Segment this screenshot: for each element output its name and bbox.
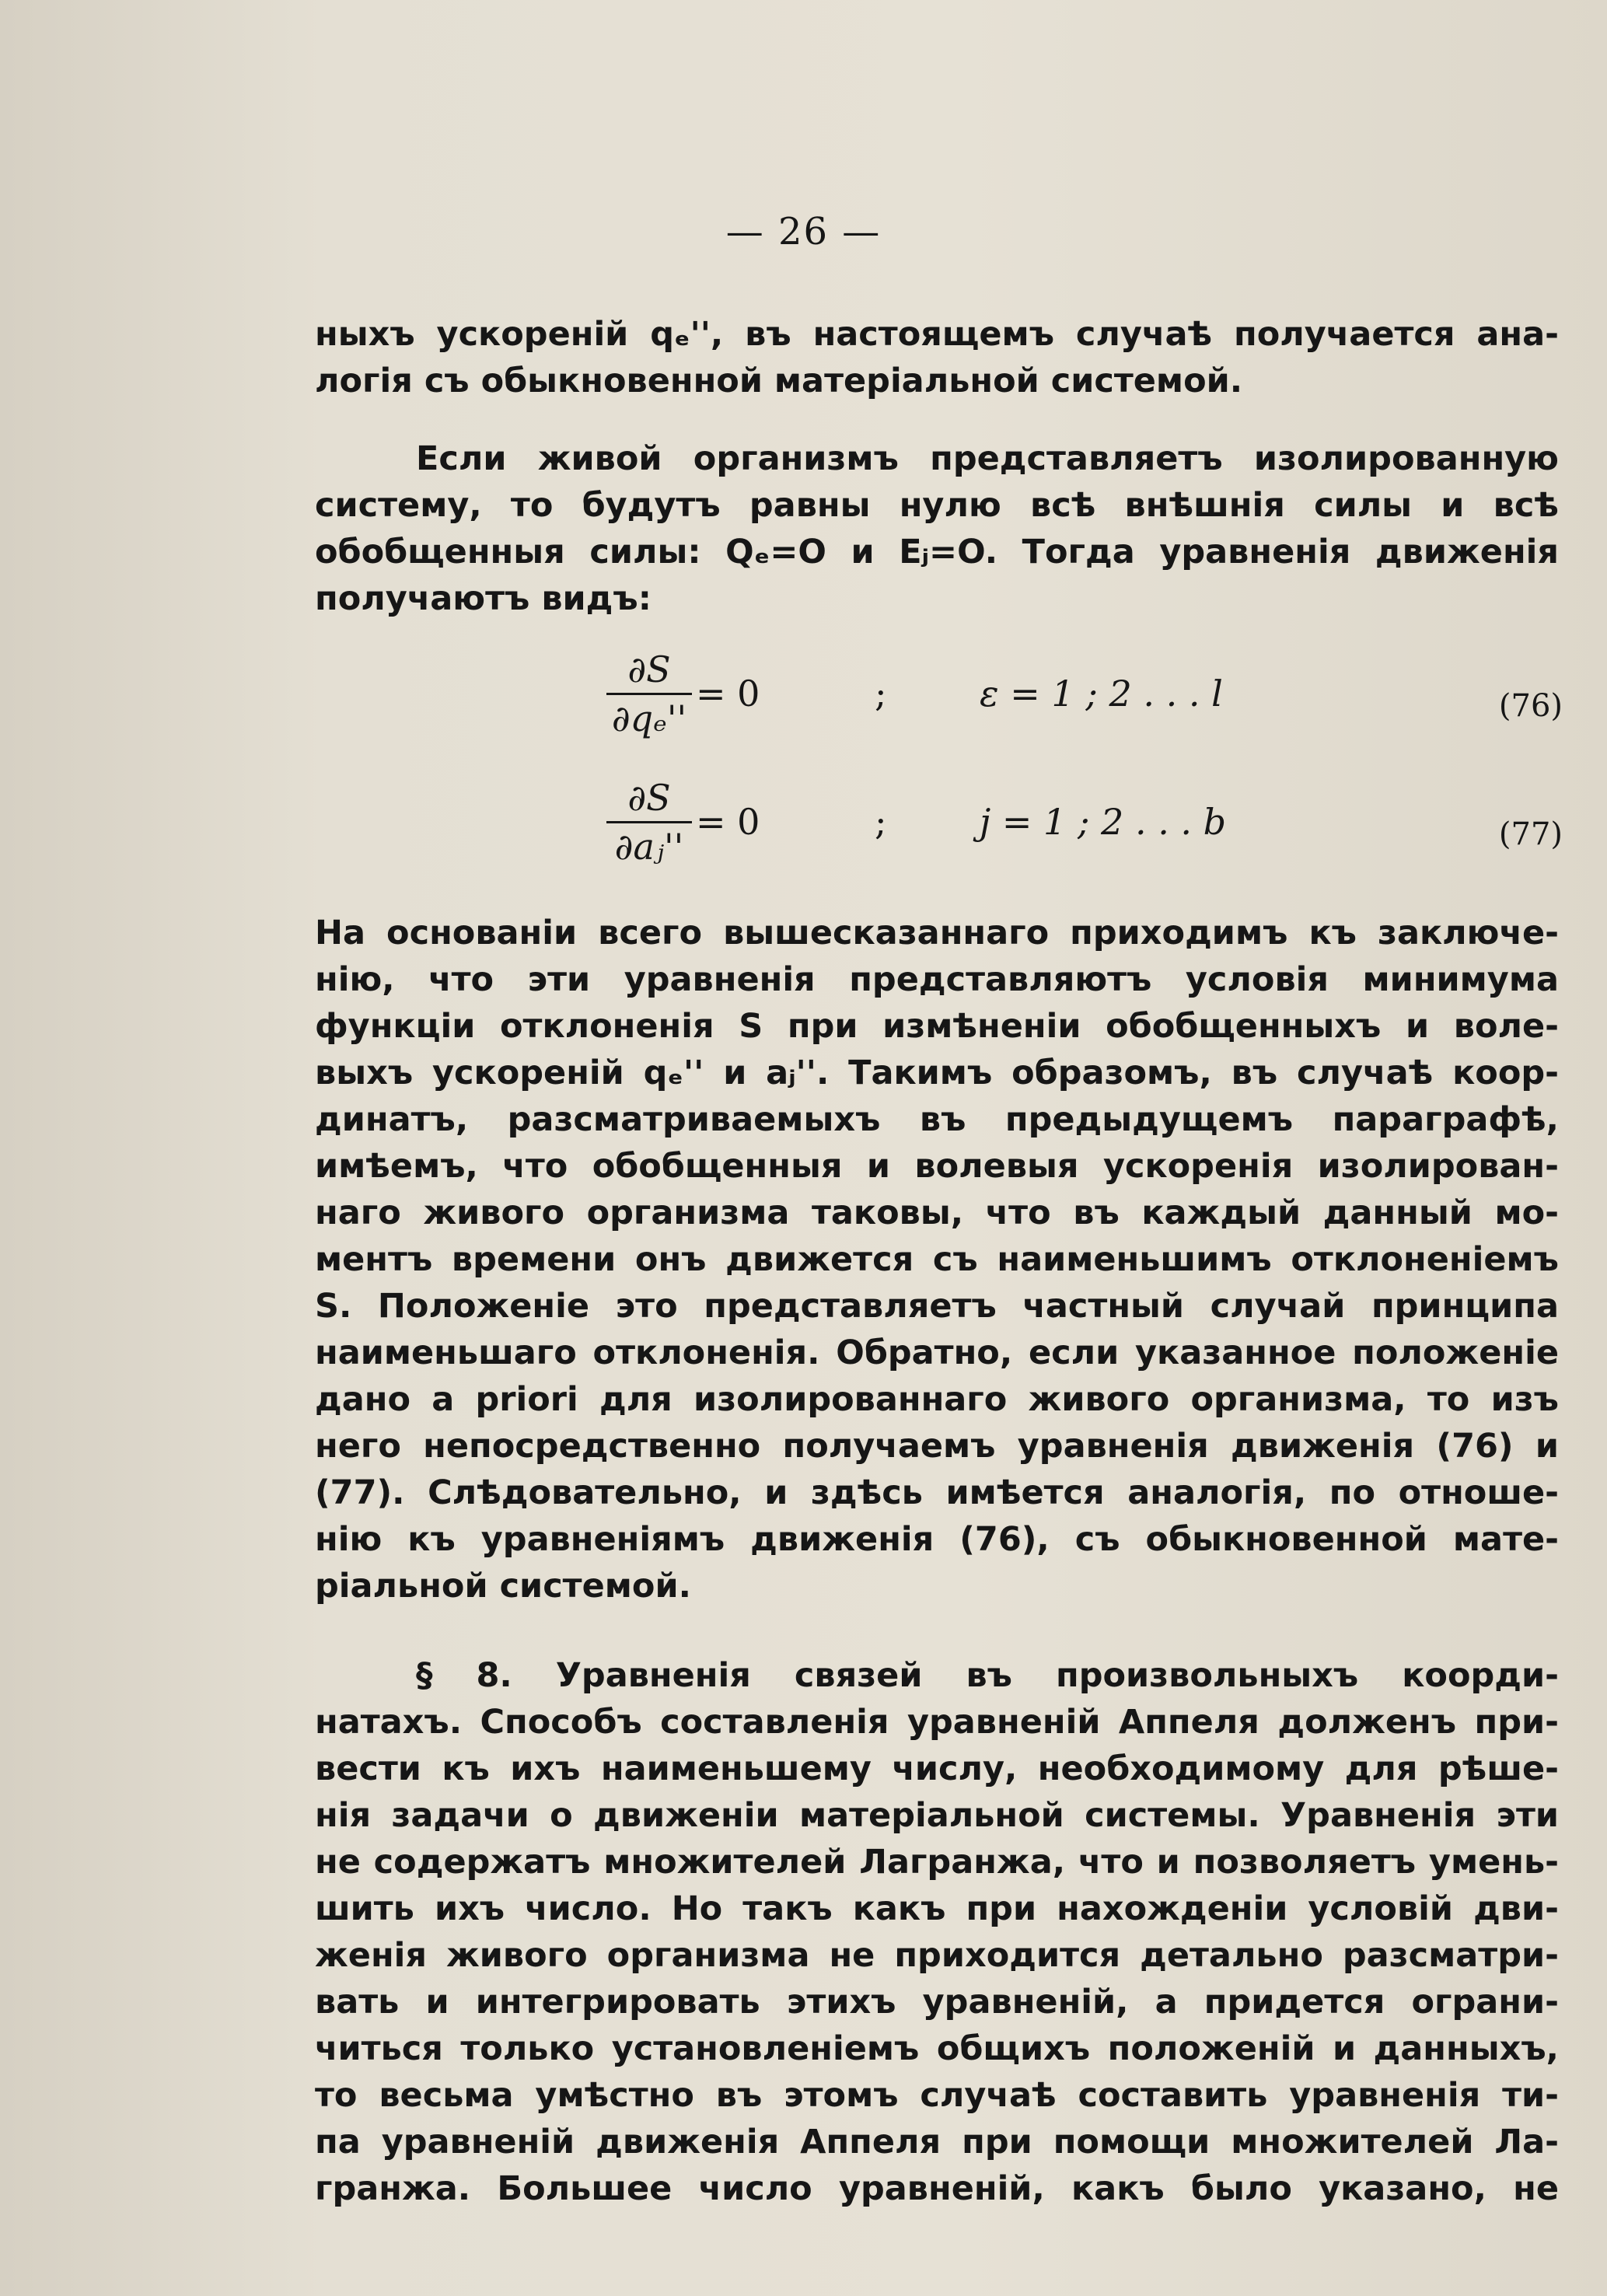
text-line: обобщенныя силы: Qₑ=O и Eⱼ=O. Тогда уравненія движенія <box>315 533 1559 571</box>
text-line: натахъ. Способъ составленія уравненій Аппеля долженъ при- <box>315 1703 1559 1742</box>
text-line: нія задачи о движеніи матеріальной системы. Уравненія эти <box>315 1796 1559 1835</box>
paragraph-continuation <box>315 311 1559 404</box>
text-line: наименьшаго отклоненія. Обратно, если указанное положеніе <box>315 1333 1559 1372</box>
text-line: вать и интегрировать этихъ уравненій, а придется ограни- <box>315 1983 1559 2022</box>
text-line: ныхъ ускореній qₑ'', въ настоящемъ случаѣ получается ана- <box>315 315 1559 354</box>
text-line: (77). Слѣдовательно, и здѣсь имѣется аналогія, по отноше- <box>315 1473 1559 1512</box>
text-line: нію, что эти уравненія представляютъ условія минимума <box>315 960 1559 999</box>
text-line: шить ихъ число. Но такъ какъ при нахожденіи условій дви- <box>315 1889 1559 1928</box>
fraction-denominator: ∂aⱼ'' <box>614 826 684 868</box>
index-range: j = 1 ; 2 . . . b <box>980 801 1227 843</box>
page-number: — 26 — <box>725 210 882 253</box>
text-line: женія живого организма не приходится детально разсматри- <box>315 1936 1559 1975</box>
text-line: выхъ ускореній qₑ'' и aⱼ''. Такимъ образомъ, въ случаѣ коор- <box>315 1054 1559 1092</box>
text-line: наго живого организма таковы, что въ каждый данный мо- <box>315 1193 1559 1232</box>
equation-separator: ; <box>875 801 887 843</box>
text-line: функціи отклоненія S при измѣненіи обобщенныхъ и воле- <box>315 1007 1559 1046</box>
text-line: На основаніи всего вышесказаннаго приходимъ къ заключе- <box>315 914 1559 952</box>
equation-rhs: = 0 <box>696 801 760 843</box>
equation-number: (76) <box>1498 688 1563 724</box>
section-8 <box>315 1652 1559 2212</box>
fraction-bar <box>606 693 692 695</box>
fraction-numerator: ∂S <box>627 648 671 690</box>
paragraph-isolated-organism <box>315 435 1559 622</box>
paragraph-conclusion <box>315 910 1559 1609</box>
partial-derivative-fraction <box>606 649 692 739</box>
section-heading: § 8. Уравненія связей въ произвольныхъ коорди- <box>416 1656 1559 1695</box>
text-line: получаютъ видъ: <box>315 579 652 618</box>
text-line: дано a priori для изолированнаго живого организма, то изъ <box>315 1380 1559 1419</box>
partial-derivative-fraction <box>606 778 692 867</box>
text-line: нію къ уравненіямъ движенія (76), съ обыкновенной мате- <box>315 1520 1559 1559</box>
text-line: систему, то будутъ равны нулю всѣ внѣшнія силы и всѣ <box>315 486 1559 525</box>
text-line: гранжа. Большее число уравненій, какъ было указано, не <box>315 2169 1559 2208</box>
equation-76 <box>606 649 1563 750</box>
fraction-denominator: ∂qₑ'' <box>611 697 687 739</box>
equation-rhs: = 0 <box>696 673 760 715</box>
text-line: вести къ ихъ наименьшему числу, необходимому для рѣше- <box>315 1749 1559 1788</box>
text-line: имѣемъ, что обобщенныя и волевыя ускоренія изолирован- <box>315 1147 1559 1186</box>
equation-separator: ; <box>875 673 887 715</box>
text-line: ріальной системой. <box>315 1567 691 1606</box>
text-line: него непосредственно получаемъ уравненія движенія (76) и <box>315 1427 1559 1466</box>
equation-number: (77) <box>1498 816 1563 852</box>
fraction-numerator: ∂S <box>627 777 671 819</box>
text-line: читься только установленіемъ общихъ положеній и данныхъ, <box>315 2029 1559 2068</box>
text-line: то весьма умѣстно въ этомъ случаѣ составить уравненія ти- <box>315 2076 1559 2115</box>
index-range: ε = 1 ; 2 . . . l <box>980 673 1223 715</box>
text-line: логія съ обыкновенной матеріальной системой. <box>315 362 1243 400</box>
text-line: ментъ времени онъ движется съ наименьшимъ отклоненіемъ <box>315 1240 1559 1279</box>
text-line: не содержатъ множителей Лагранжа, что и позволяетъ умень- <box>315 1843 1559 1882</box>
text-line: динатъ, разсматриваемыхъ въ предыдущемъ параграфѣ, <box>315 1100 1559 1139</box>
equation-77 <box>606 778 1563 879</box>
fraction-bar <box>606 821 692 823</box>
text-line: па уравненій движенія Аппеля при помощи множителей Ла- <box>315 2123 1559 2161</box>
text-line: Если живой организмъ представляетъ изолированную <box>416 439 1559 478</box>
text-line: S. Положеніе это представляетъ частный случай принципа <box>315 1287 1559 1326</box>
